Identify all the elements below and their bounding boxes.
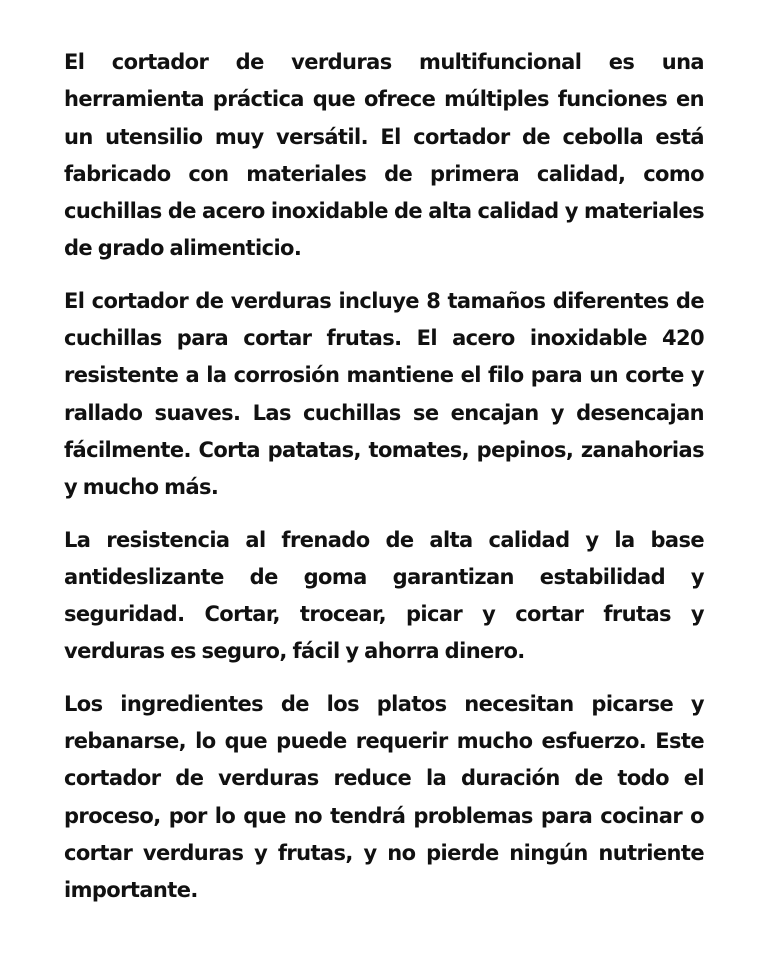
paragraph-multifunction-cutter: El cortador de verduras multifuncional es una herramienta práctica que ofrece múltiples funciones en un utensilio muy versátil. El cortador de cebolla está fabricado con materiales de primera calidad, como cuchillas de acero inoxidable de alta calidad y materiales de grado alimenticio. — [64, 50, 704, 261]
paragraph-time-saving: Los ingredientes de los platos necesitan picarse y rebanarse, lo que puede requerir mucho esfuerzo. Este cortador de verduras reduce la duración de todo el proceso, por lo que no tendrá problemas para cocinar o cortar verduras y frutas, y no pierde ningún nutriente importante. — [64, 691, 704, 903]
paragraph-stability-safety: La resistencia al frenado de alta calidad y la base antideslizante de goma garantizan estabilidad y seguridad. Cortar, trocear, picar y cortar frutas y verduras es seguro, fácil y ahorra dinero. — [64, 527, 704, 664]
paragraph-blade-sizes: El cortador de verduras incluye 8 tamaños diferentes de cuchillas para cortar frutas. El acero inoxidable 420 resistente a la corrosión mantiene el filo para un corte y rallado suaves. Las cuchillas se encajan y desencajan fácilmente. Corta patatas, tomates, pepinos, zanahorias y mucho más. — [64, 288, 704, 500]
document-body — [64, 44, 704, 925]
